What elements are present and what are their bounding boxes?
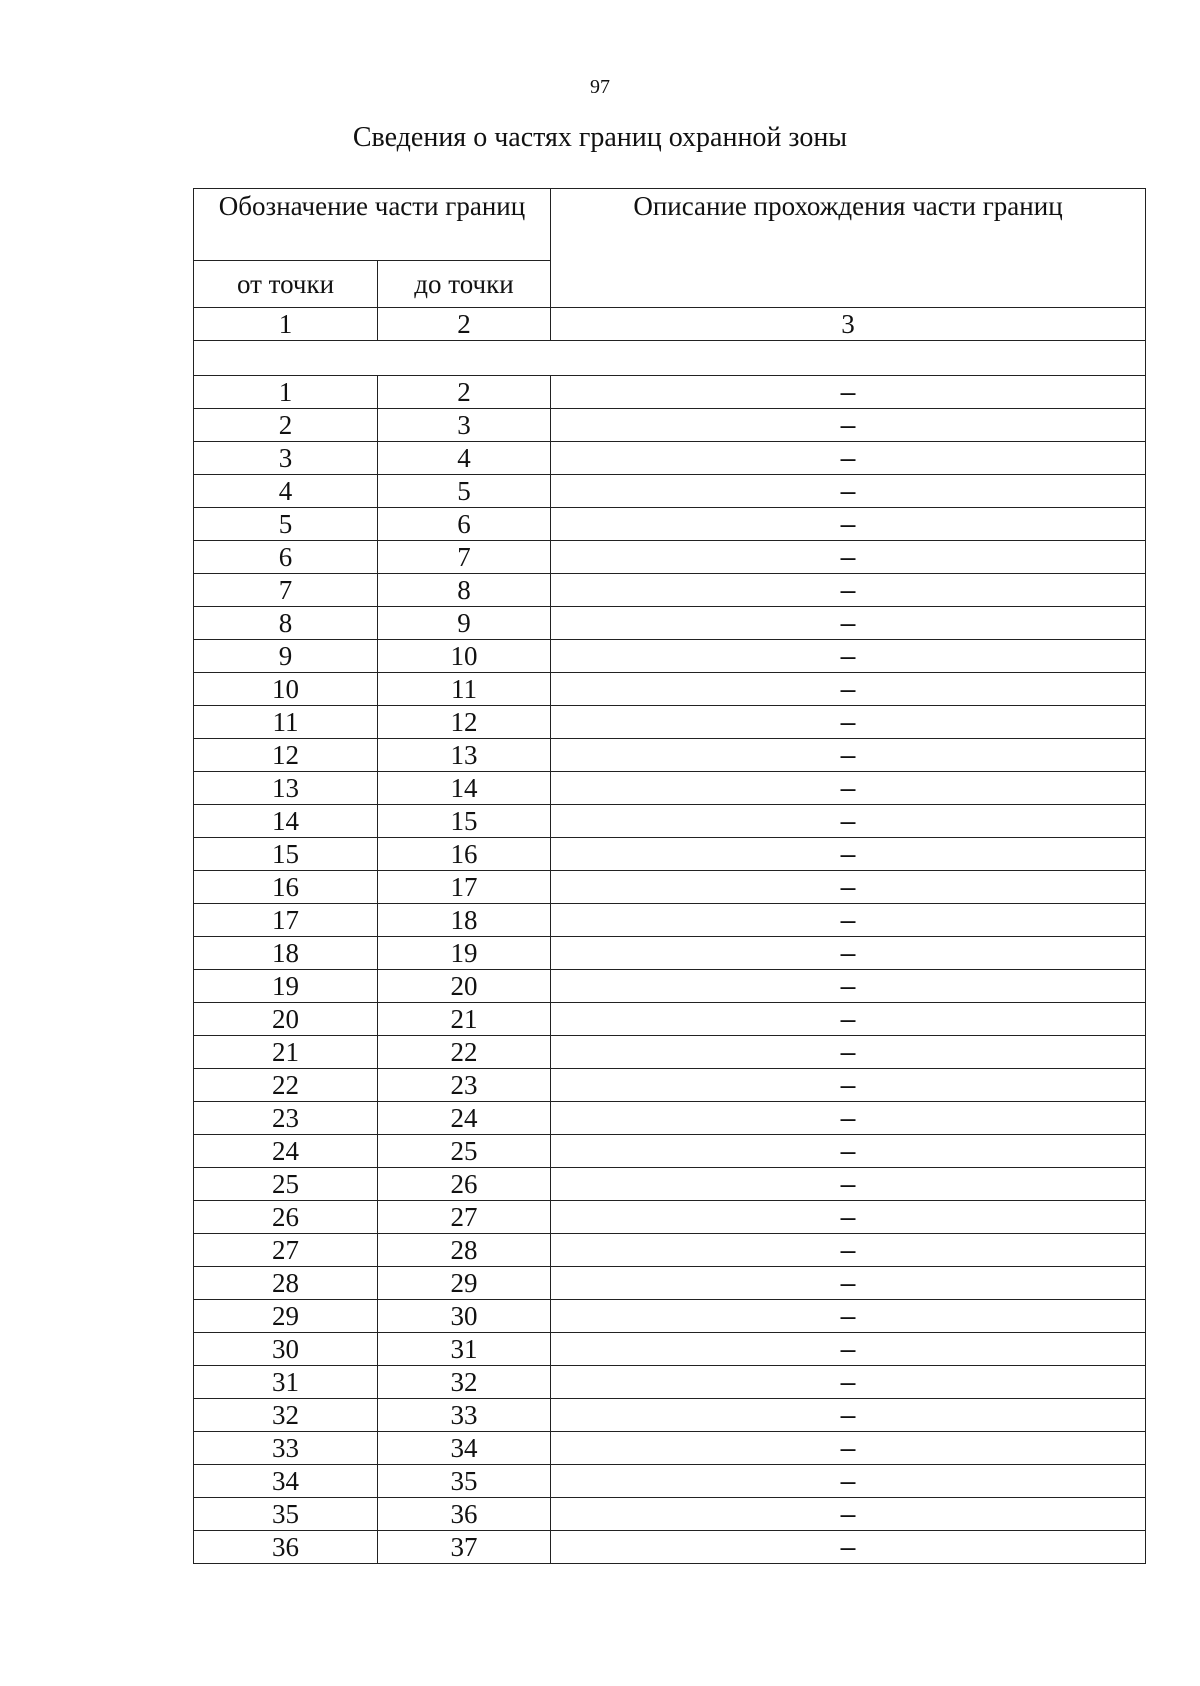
description-cell: –	[551, 640, 1146, 673]
description-cell: –	[551, 970, 1146, 1003]
description-cell: –	[551, 541, 1146, 574]
description-cell: –	[551, 772, 1146, 805]
table-row	[194, 1135, 1146, 1168]
description-cell: –	[551, 805, 1146, 838]
to-point-cell: 16	[378, 838, 551, 871]
table-row	[194, 1366, 1146, 1399]
from-point-cell: 36	[194, 1531, 378, 1564]
table-header-row	[194, 189, 1146, 261]
from-point-cell: 19	[194, 970, 378, 1003]
to-point-cell: 25	[378, 1135, 551, 1168]
to-point-cell: 19	[378, 937, 551, 970]
description-cell: –	[551, 1069, 1146, 1102]
description-cell: –	[551, 1366, 1146, 1399]
to-point-cell: 5	[378, 475, 551, 508]
to-point-cell: 33	[378, 1399, 551, 1432]
table-row	[194, 409, 1146, 442]
page-title: Сведения о частях границ охранной зоны	[352, 122, 848, 153]
from-point-cell: 28	[194, 1267, 378, 1300]
from-point-cell: 21	[194, 1036, 378, 1069]
to-point-cell: 31	[378, 1333, 551, 1366]
to-point-cell: 8	[378, 574, 551, 607]
from-point-cell: 6	[194, 541, 378, 574]
from-point-cell: 24	[194, 1135, 378, 1168]
from-point-cell: 14	[194, 805, 378, 838]
page-number: 97	[590, 76, 610, 98]
from-point-cell: 25	[194, 1168, 378, 1201]
table-row	[194, 1069, 1146, 1102]
description-cell: –	[551, 1267, 1146, 1300]
to-point-cell: 37	[378, 1531, 551, 1564]
table-row	[194, 640, 1146, 673]
description-cell: –	[551, 409, 1146, 442]
table-row	[194, 1102, 1146, 1135]
to-point-cell: 36	[378, 1498, 551, 1531]
from-point-cell: 27	[194, 1234, 378, 1267]
description-cell: –	[551, 1300, 1146, 1333]
description-cell: –	[551, 376, 1146, 409]
table-row	[194, 1432, 1146, 1465]
table-row	[194, 475, 1146, 508]
table-row	[194, 1201, 1146, 1234]
from-point-cell: 17	[194, 904, 378, 937]
column-number: 1	[194, 308, 378, 341]
to-point-cell: 2	[378, 376, 551, 409]
to-point-cell: 28	[378, 1234, 551, 1267]
table-row	[194, 1267, 1146, 1300]
table-row	[194, 871, 1146, 904]
table-row	[194, 673, 1146, 706]
description-cell: –	[551, 838, 1146, 871]
table-row	[194, 1531, 1146, 1564]
to-point-cell: 35	[378, 1465, 551, 1498]
description-cell: –	[551, 1102, 1146, 1135]
to-point-cell: 23	[378, 1069, 551, 1102]
to-point-cell: 14	[378, 772, 551, 805]
to-point-cell: 21	[378, 1003, 551, 1036]
separator-cell	[194, 341, 1146, 376]
from-point-cell: 4	[194, 475, 378, 508]
from-point-cell: 35	[194, 1498, 378, 1531]
from-point-cell: 9	[194, 640, 378, 673]
description-cell: –	[551, 1003, 1146, 1036]
header-boundary-designation: Обозначение части границ	[194, 189, 551, 261]
separator-row	[194, 341, 1146, 376]
table-row	[194, 937, 1146, 970]
description-cell: –	[551, 937, 1146, 970]
description-cell: –	[551, 1201, 1146, 1234]
to-point-cell: 17	[378, 871, 551, 904]
from-point-cell: 8	[194, 607, 378, 640]
to-point-cell: 15	[378, 805, 551, 838]
table-row	[194, 838, 1146, 871]
from-point-cell: 18	[194, 937, 378, 970]
table-row	[194, 1300, 1146, 1333]
from-point-cell: 30	[194, 1333, 378, 1366]
table-row	[194, 1333, 1146, 1366]
table-row	[194, 541, 1146, 574]
from-point-cell: 23	[194, 1102, 378, 1135]
table-row	[194, 1168, 1146, 1201]
from-point-cell: 20	[194, 1003, 378, 1036]
table-row	[194, 1234, 1146, 1267]
description-cell: –	[551, 739, 1146, 772]
from-point-cell: 3	[194, 442, 378, 475]
from-point-cell: 29	[194, 1300, 378, 1333]
to-point-cell: 11	[378, 673, 551, 706]
table-row	[194, 706, 1146, 739]
description-cell: –	[551, 673, 1146, 706]
from-point-cell: 1	[194, 376, 378, 409]
table-row	[194, 1498, 1146, 1531]
description-cell: –	[551, 1135, 1146, 1168]
table-row	[194, 739, 1146, 772]
header-description: Описание прохождения части границ	[551, 189, 1146, 308]
description-cell: –	[551, 1531, 1146, 1564]
to-point-cell: 20	[378, 970, 551, 1003]
to-point-cell: 13	[378, 739, 551, 772]
from-point-cell: 16	[194, 871, 378, 904]
table-row	[194, 1399, 1146, 1432]
from-point-cell: 13	[194, 772, 378, 805]
boundary-parts-table	[193, 188, 1146, 1564]
from-point-cell: 26	[194, 1201, 378, 1234]
from-point-cell: 15	[194, 838, 378, 871]
table-row	[194, 607, 1146, 640]
description-cell: –	[551, 1333, 1146, 1366]
from-point-cell: 2	[194, 409, 378, 442]
description-cell: –	[551, 442, 1146, 475]
table-row	[194, 970, 1146, 1003]
description-cell: –	[551, 871, 1146, 904]
header-from-point: от точки	[194, 261, 378, 308]
column-number: 2	[378, 308, 551, 341]
from-point-cell: 7	[194, 574, 378, 607]
description-cell: –	[551, 1465, 1146, 1498]
to-point-cell: 9	[378, 607, 551, 640]
to-point-cell: 32	[378, 1366, 551, 1399]
header-to-point: до точки	[378, 261, 551, 308]
to-point-cell: 10	[378, 640, 551, 673]
table-row	[194, 574, 1146, 607]
table-row	[194, 904, 1146, 937]
to-point-cell: 12	[378, 706, 551, 739]
to-point-cell: 6	[378, 508, 551, 541]
to-point-cell: 30	[378, 1300, 551, 1333]
to-point-cell: 18	[378, 904, 551, 937]
column-number-row	[194, 308, 1146, 341]
table-row	[194, 805, 1146, 838]
from-point-cell: 31	[194, 1366, 378, 1399]
to-point-cell: 34	[378, 1432, 551, 1465]
column-number: 3	[551, 308, 1146, 341]
to-point-cell: 29	[378, 1267, 551, 1300]
to-point-cell: 27	[378, 1201, 551, 1234]
to-point-cell: 26	[378, 1168, 551, 1201]
from-point-cell: 32	[194, 1399, 378, 1432]
description-cell: –	[551, 1036, 1146, 1069]
from-point-cell: 34	[194, 1465, 378, 1498]
table-row	[194, 442, 1146, 475]
table-row	[194, 1465, 1146, 1498]
to-point-cell: 24	[378, 1102, 551, 1135]
from-point-cell: 22	[194, 1069, 378, 1102]
table-row	[194, 508, 1146, 541]
description-cell: –	[551, 1498, 1146, 1531]
from-point-cell: 33	[194, 1432, 378, 1465]
description-cell: –	[551, 1168, 1146, 1201]
from-point-cell: 5	[194, 508, 378, 541]
description-cell: –	[551, 475, 1146, 508]
description-cell: –	[551, 1234, 1146, 1267]
from-point-cell: 11	[194, 706, 378, 739]
table-row	[194, 376, 1146, 409]
from-point-cell: 10	[194, 673, 378, 706]
to-point-cell: 4	[378, 442, 551, 475]
to-point-cell: 22	[378, 1036, 551, 1069]
description-cell: –	[551, 607, 1146, 640]
description-cell: –	[551, 1399, 1146, 1432]
description-cell: –	[551, 904, 1146, 937]
table-row	[194, 1036, 1146, 1069]
description-cell: –	[551, 1432, 1146, 1465]
description-cell: –	[551, 706, 1146, 739]
description-cell: –	[551, 574, 1146, 607]
from-point-cell: 12	[194, 739, 378, 772]
table-row	[194, 772, 1146, 805]
to-point-cell: 3	[378, 409, 551, 442]
to-point-cell: 7	[378, 541, 551, 574]
table-row	[194, 1003, 1146, 1036]
description-cell: –	[551, 508, 1146, 541]
